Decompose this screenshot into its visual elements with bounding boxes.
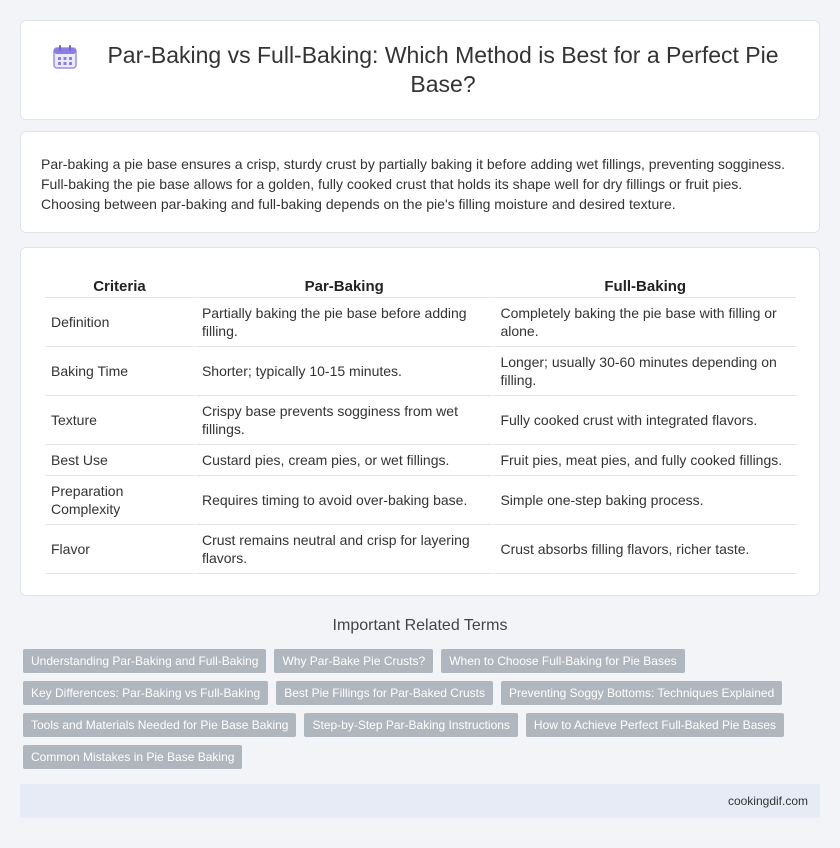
table-cell: Crust remains neutral and crisp for layering flavors.: [196, 525, 492, 574]
table-row: [45, 396, 796, 445]
table-row: [45, 445, 796, 476]
table-row: [45, 525, 796, 574]
related-term-tag[interactable]: Step-by-Step Par-Baking Instructions: [304, 713, 517, 737]
related-term-tag[interactable]: How to Achieve Perfect Full-Baked Pie Bases: [526, 713, 784, 737]
comparison-table: [43, 274, 798, 574]
intro-card: [20, 131, 820, 233]
table-row: [45, 347, 796, 396]
related-term-tag[interactable]: Common Mistakes in Pie Base Baking: [23, 745, 242, 769]
column-header: Criteria: [45, 274, 194, 298]
table-cell: Preparation Complexity: [45, 476, 194, 525]
comparison-table-card: [20, 247, 820, 596]
intro-text: Par-baking a pie base ensures a crisp, sturdy crust by partially baking it before adding wet fillings, preventing sogginess. Full-baking the pie base allows for a golden, fully cooked crust that holds its shape well for dry fillings or fruit pies. Choosing between par-baking and full-baking depends on the pie's filling moisture and desired texture.: [41, 156, 785, 212]
title-card: [20, 20, 820, 120]
related-term-tag[interactable]: Key Differences: Par-Baking vs Full-Baking: [23, 681, 268, 705]
page-title: Par-Baking vs Full-Baking: Which Method is Best for a Perfect Pie Base?: [107, 42, 779, 97]
table-cell: Shorter; typically 10-15 minutes.: [196, 347, 492, 396]
table-cell: Custard pies, cream pies, or wet fillings.: [196, 445, 492, 476]
table-cell: Completely baking the pie base with filling or alone.: [494, 298, 796, 347]
calendar-icon: [51, 43, 79, 71]
table-cell: Fully cooked crust with integrated flavors.: [494, 396, 796, 445]
column-header: Full-Baking: [494, 274, 796, 298]
table-cell: Baking Time: [45, 347, 194, 396]
table-cell: Partially baking the pie base before adding filling.: [196, 298, 492, 347]
table-cell: Longer; usually 30-60 minutes depending on filling.: [494, 347, 796, 396]
table-cell: Texture: [45, 396, 194, 445]
related-terms-title: Important Related Terms: [332, 617, 508, 634]
related-term-tag[interactable]: Understanding Par-Baking and Full-Baking: [23, 649, 266, 673]
table-cell: Requires timing to avoid over-baking base.: [196, 476, 492, 525]
footer-site-link[interactable]: cookingdif.com: [727, 794, 808, 808]
related-term-tag[interactable]: Why Par-Bake Pie Crusts?: [274, 649, 433, 673]
table-cell: Best Use: [45, 445, 194, 476]
table-cell: Crispy base prevents sogginess from wet fillings.: [196, 396, 492, 445]
table-row: [45, 298, 796, 347]
column-header: Par-Baking: [196, 274, 492, 298]
related-term-tag[interactable]: Best Pie Fillings for Par-Baked Crusts: [276, 681, 493, 705]
footer: [20, 784, 820, 818]
related-term-tag[interactable]: Preventing Soggy Bottoms: Techniques Explained: [501, 681, 782, 705]
related-terms-tags: [23, 649, 813, 769]
table-cell: Definition: [45, 298, 194, 347]
table-row: [45, 476, 796, 525]
table-cell: Crust absorbs filling flavors, richer taste.: [494, 525, 796, 574]
table-cell: Flavor: [45, 525, 194, 574]
related-term-tag[interactable]: When to Choose Full-Baking for Pie Bases: [441, 649, 684, 673]
table-header-row: [45, 274, 796, 298]
table-cell: Fruit pies, meat pies, and fully cooked fillings.: [494, 445, 796, 476]
related-term-tag[interactable]: Tools and Materials Needed for Pie Base Baking: [23, 713, 296, 737]
table-cell: Simple one-step baking process.: [494, 476, 796, 525]
